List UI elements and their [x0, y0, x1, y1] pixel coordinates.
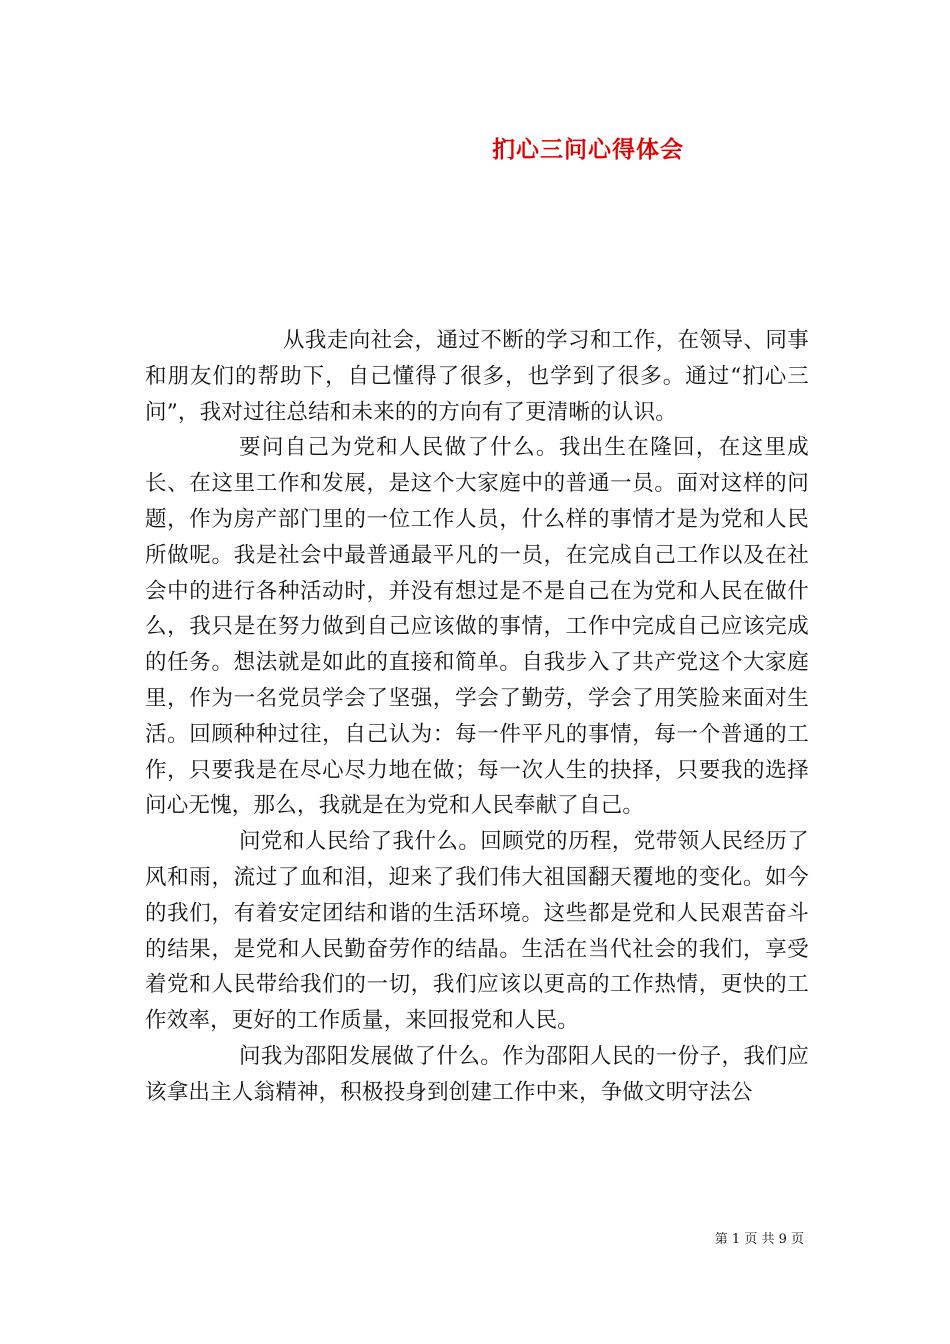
document-body	[145, 323, 809, 1111]
paragraph-intro: 从我走向社会，通过不断的学习和工作，在领导、同事和朋友们的帮助下，自己懂得了很多，也学到了很多。通过“扪心三问”，我对过往总结和未来的的方向有了更清晰的认识。	[145, 328, 809, 425]
paragraph-question-three: 问我为邵阳发展做了什么。作为邵阳人民的一份子，我们应该拿出主人翁精神，积极投身到创建工作中来，争做文明守法公	[145, 1043, 809, 1105]
paragraph-question-one: 要问自己为党和人民做了什么。我出生在隆回，在这里成长、在这里工作和发展，是这个大家庭中的普通一员。面对这样的问题，作为房产部门里的一位工作人员，什么样的事情才是为党和人民所做呢。我是社会中最普通最平凡的一员，在完成自己工作以及在社会中的进行各种活动时，并没有想过是不是自己在为党和人民在做什么，我只是在努力做到自己应该做的事情，工作中完成自己应该完成的任务。想法就是如此的直接和简单。自我步入了共产党这个大家庭里，作为一名党员学会了坚强，学会了勤劳，学会了用笑脸来面对生活。回顾种种过往，自己认为：每一件平凡的事情，每一个普通的工作，只要我是在尽心尽力地在做；每一次人生的抉择，只要我的选择问心无愧，那么，我就是在为党和人民奉献了自己。	[145, 435, 809, 819]
paragraph-question-two: 问党和人民给了我什么。回顾党的历程，党带领人民经历了风和雨，流过了血和泪，迎来了我们伟大祖国翻天覆地的变化。如今的我们，有着安定团结和谐的生活环境。这些都是党和人民艰苦奋斗的结果，是党和人民勤奋劳作的结晶。生活在当代社会的我们，享受着党和人民带给我们的一切，我们应该以更高的工作热情，更快的工作效率，更好的工作质量，来回报党和人民。	[145, 829, 809, 1034]
page-number-footer: 第 1 页 共 9 页	[714, 1232, 804, 1247]
document-title: 扪心三问心得体会	[492, 136, 684, 163]
